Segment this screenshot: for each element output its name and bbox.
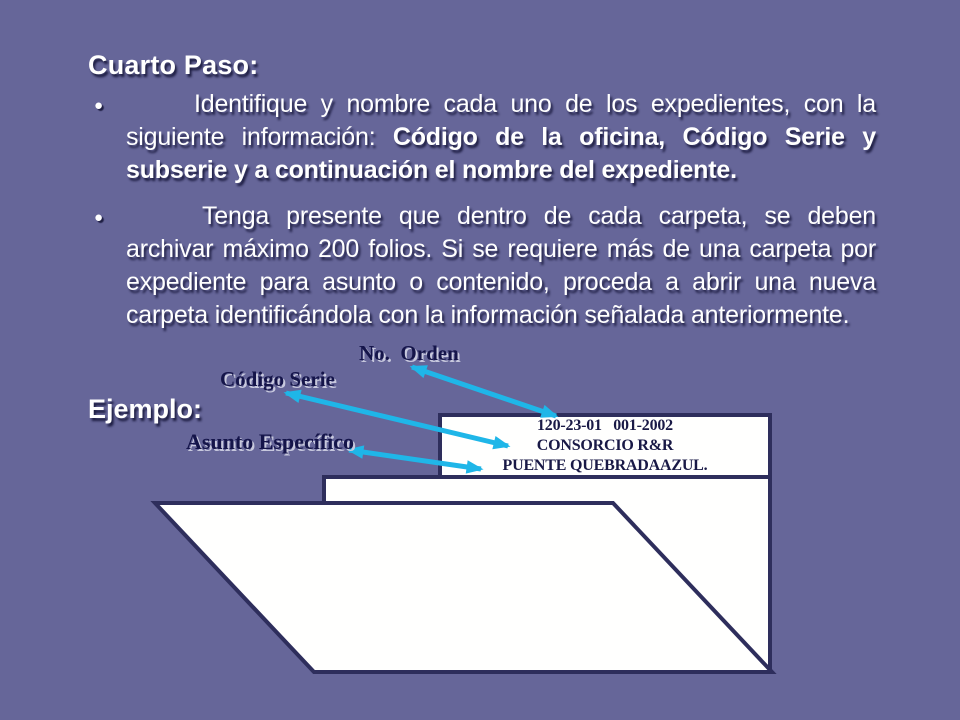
arrow-asunto-especifico bbox=[349, 450, 481, 469]
arrow-no-orden bbox=[412, 367, 556, 416]
annotation-codigo-serie: Código Serie bbox=[220, 367, 335, 391]
bullet-icon: ● bbox=[94, 97, 103, 114]
folder-code-line: 120-23-01 001-2002 bbox=[537, 417, 673, 434]
bullet-1-bold: Código de la oficina, Código Serie y subserie y a continuación el nombre del expediente. bbox=[126, 123, 876, 184]
example-label: Ejemplo: bbox=[88, 394, 203, 424]
annotation-asunto-especifico: Asunto Específico bbox=[186, 429, 355, 454]
bullet-1-normal: Identifique y nombre cada uno de los expedientes, con la siguiente información: bbox=[126, 90, 876, 151]
folder-consorcio-line: CONSORCIO R&R bbox=[536, 437, 674, 454]
bullet-icon: ● bbox=[94, 209, 103, 226]
folder-asunto-line: PUENTE QUEBRADAAZUL. bbox=[502, 457, 708, 474]
slide-title: Cuarto Paso: bbox=[88, 50, 259, 80]
annotation-no-orden: No. Orden bbox=[359, 341, 459, 365]
bullet-2-normal: Tenga presente que dentro de cada carpeta, se deben archivar máximo 200 folios. Si se requiere más de una carpeta por expediente para asunto o contenido, proceda a abrir una nueva carpeta identificándola con la información señalada anteriormente. bbox=[126, 202, 876, 329]
